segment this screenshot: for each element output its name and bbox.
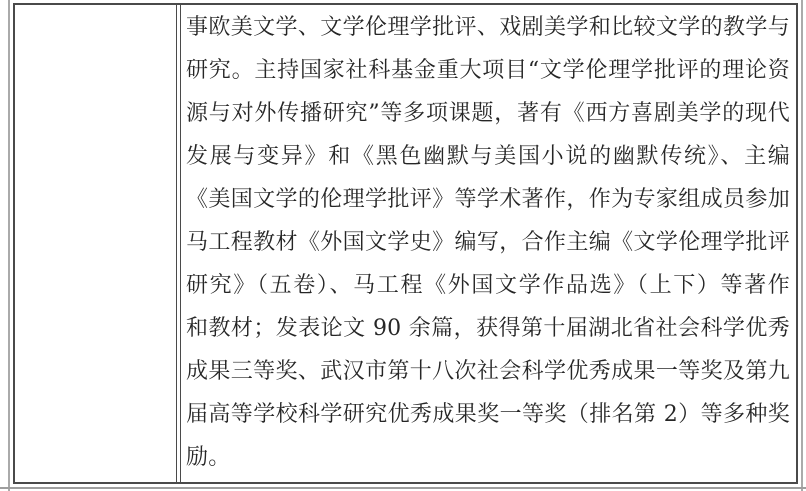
bio-text-line: 成果三等奖、武汉市第十八次社会科学优秀成果一等奖及第九	[186, 359, 790, 384]
profile-table	[13, 3, 798, 484]
bio-text-line: 《美国文学的伦理学批评》等学术著作，作为专家组成员参加	[186, 187, 790, 212]
bio-text-line: 励。	[186, 445, 231, 470]
page-edge-line-right	[801, 0, 803, 491]
table-cell-empty[interactable]	[15, 5, 177, 482]
page-edge-line-bottom	[0, 487, 806, 489]
bio-text-line: 事欧美文学、文学伦理学批评、戏剧美学和比较文学的教学与	[186, 15, 790, 40]
bio-text-line: 发展与变异》和《黑色幽默与美国小说的幽默传统》、主编	[186, 144, 790, 169]
bio-text-line: 届高等学校科学研究优秀成果奖一等奖（排名第 2）等多种奖	[186, 402, 790, 427]
bio-text-line: 马工程教材《外国文学史》编写，合作主编《文学伦理学批评	[186, 230, 790, 255]
bio-text-line: 研究。主持国家社科基金重大项目“文学伦理学批评的理论资	[186, 58, 790, 83]
bio-text-line: 源与对外传播研究”等多项课题，著有《西方喜剧美学的现代	[186, 101, 790, 126]
page-edge-line-left	[8, 0, 10, 491]
bio-text-line: 研究》（五卷）、马工程《外国文学作品选》（上下）等著作	[186, 273, 790, 298]
bio-text-line: 和教材；发表论文 90 余篇，获得第十届湖北省社会科学优秀	[186, 316, 790, 341]
table-cell-bio[interactable]	[180, 5, 796, 482]
